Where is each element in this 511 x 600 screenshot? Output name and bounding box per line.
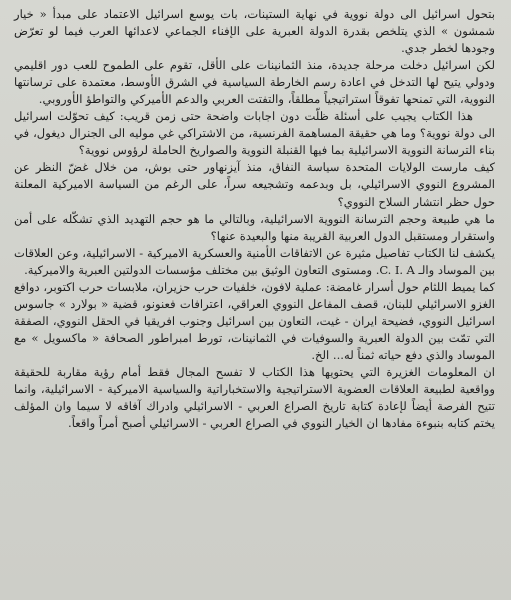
paragraph-regional-role: لكن اسرائيل دخلت مرحلة جديدة، منذ الثمانينات على الأقل، تقوم على الطموح للعب دور اقليمي ودولي يتيح لها التدخل في اعادة رسم الخارطة السياسية في الشرق الأوسط، معتمدة على ترسانتها النووية، التي تمنحها تفوقاً استراتيجياً مطلقاً، والتفتت العربي والدعم الأميركي والتواطؤ الأوروبي.	[14, 58, 495, 107]
paragraph-secrets: كما يميط اللثام حول أسرار غامضة: عملية لافون، خلفيات حرب حزيران، ملابسات حرب اكتوبر، دوافع الغزو الاسرائيلي للبنان، قصف المفاعل النووي العراقي، اعترافات فعنونو، قضية « بولارد » جاسوس اسرائيل النووي، فضيحة ايران - غيت، التعاون بين اسرائيل وجنوب افريقيا في الحقل النووي، الصفقة التي تمّت بين الدولة العبرية والسوفيات في الثمانينات، تورط امبراطور الصحافة « ماكسويل » مع الموساد والذي دفع حياته ثمناً له... الخ.	[14, 279, 495, 362]
paragraph-samson-option: بتحول اسرائيل الى دولة نووية في نهاية الستينات، بات يوسع اسرائيل الاعتماد على مبدأ « خيار شمشون » الذي يتلخص بقدرة الدولة العبرية على الإفناء الجماعي لاعدائها العرب فيما لو تعرّض وجودها لخطر جدي.	[14, 7, 495, 56]
book-back-cover-text	[14, 6, 495, 432]
paragraph-security-agreements: يكشف لنا الكتاب تفاصيل مثيرة عن الاتفاقات الأمنية والعسكرية الاميركية - الاسرائيلية، وعن العلاقات بين الموساد والـ C. I. A. ومستوى التعاون الوثيق بين مختلف مؤسسات الدولتين العبرية والاميركية.	[14, 245, 495, 277]
paragraph-us-hypocrisy: كيف مارست الولايات المتحدة سياسة النفاق، منذ آيزنهاور حتى بوش، من خلال غضّ النظر عن المشروع النووي الاسرائيلي، بل وبدعمه وتشجيعه سراً، على الرغم من السياسة الاميركية المعلنة حول حظر انتشار السلاح النووي؟	[14, 160, 495, 209]
paragraph-arsenal-threat: ما هي طبيعة وحجم الترسانة النووية الاسرائيلية، وبالتالي ما هو حجم التهديد الذي تشكّله على أمن واستقرار ومستقبل الدول العربية القريبة منها والبعيدة عنها؟	[14, 211, 495, 243]
paragraph-questions: هذا الكتاب يجيب على أسئلة ظلّت دون اجابات واضحة حتى زمن قريب: كيف تحوّلت اسرائيل الى دولة نووية؟ وما هي حقيقة المساهمة الفرنسية، من الاشتراكي غي موليه الى الجنرال ديغول، في بناء الترسانة النووية الاسرائيلية بما فيها القنبلة النووية والصواريخ الحاملة لرؤوس نووية؟	[14, 109, 495, 158]
paragraph-conclusion: ان المعلومات الغزيرة التي يحتويها هذا الكتاب لا تفسح المجال فقط أمام رؤية مقاربة للحقيقة وواقعية لطبيعة العلاقات العضوية الاستراتيجية والاستخباراتية والسياسية الاميركية - الاسرائيلية، وانما تتيح الفرصة أيضاً لإعادة كتابة تاريخ الصراع العربي - الاسرائيلي وادراك آفاقه لا سيما وان المؤلف يختم كتابه بنبوءة مفادها ان الخيار النووي في الصراع العربي - الاسرائيلي أصبح أمراً واقعاً.	[14, 364, 495, 431]
